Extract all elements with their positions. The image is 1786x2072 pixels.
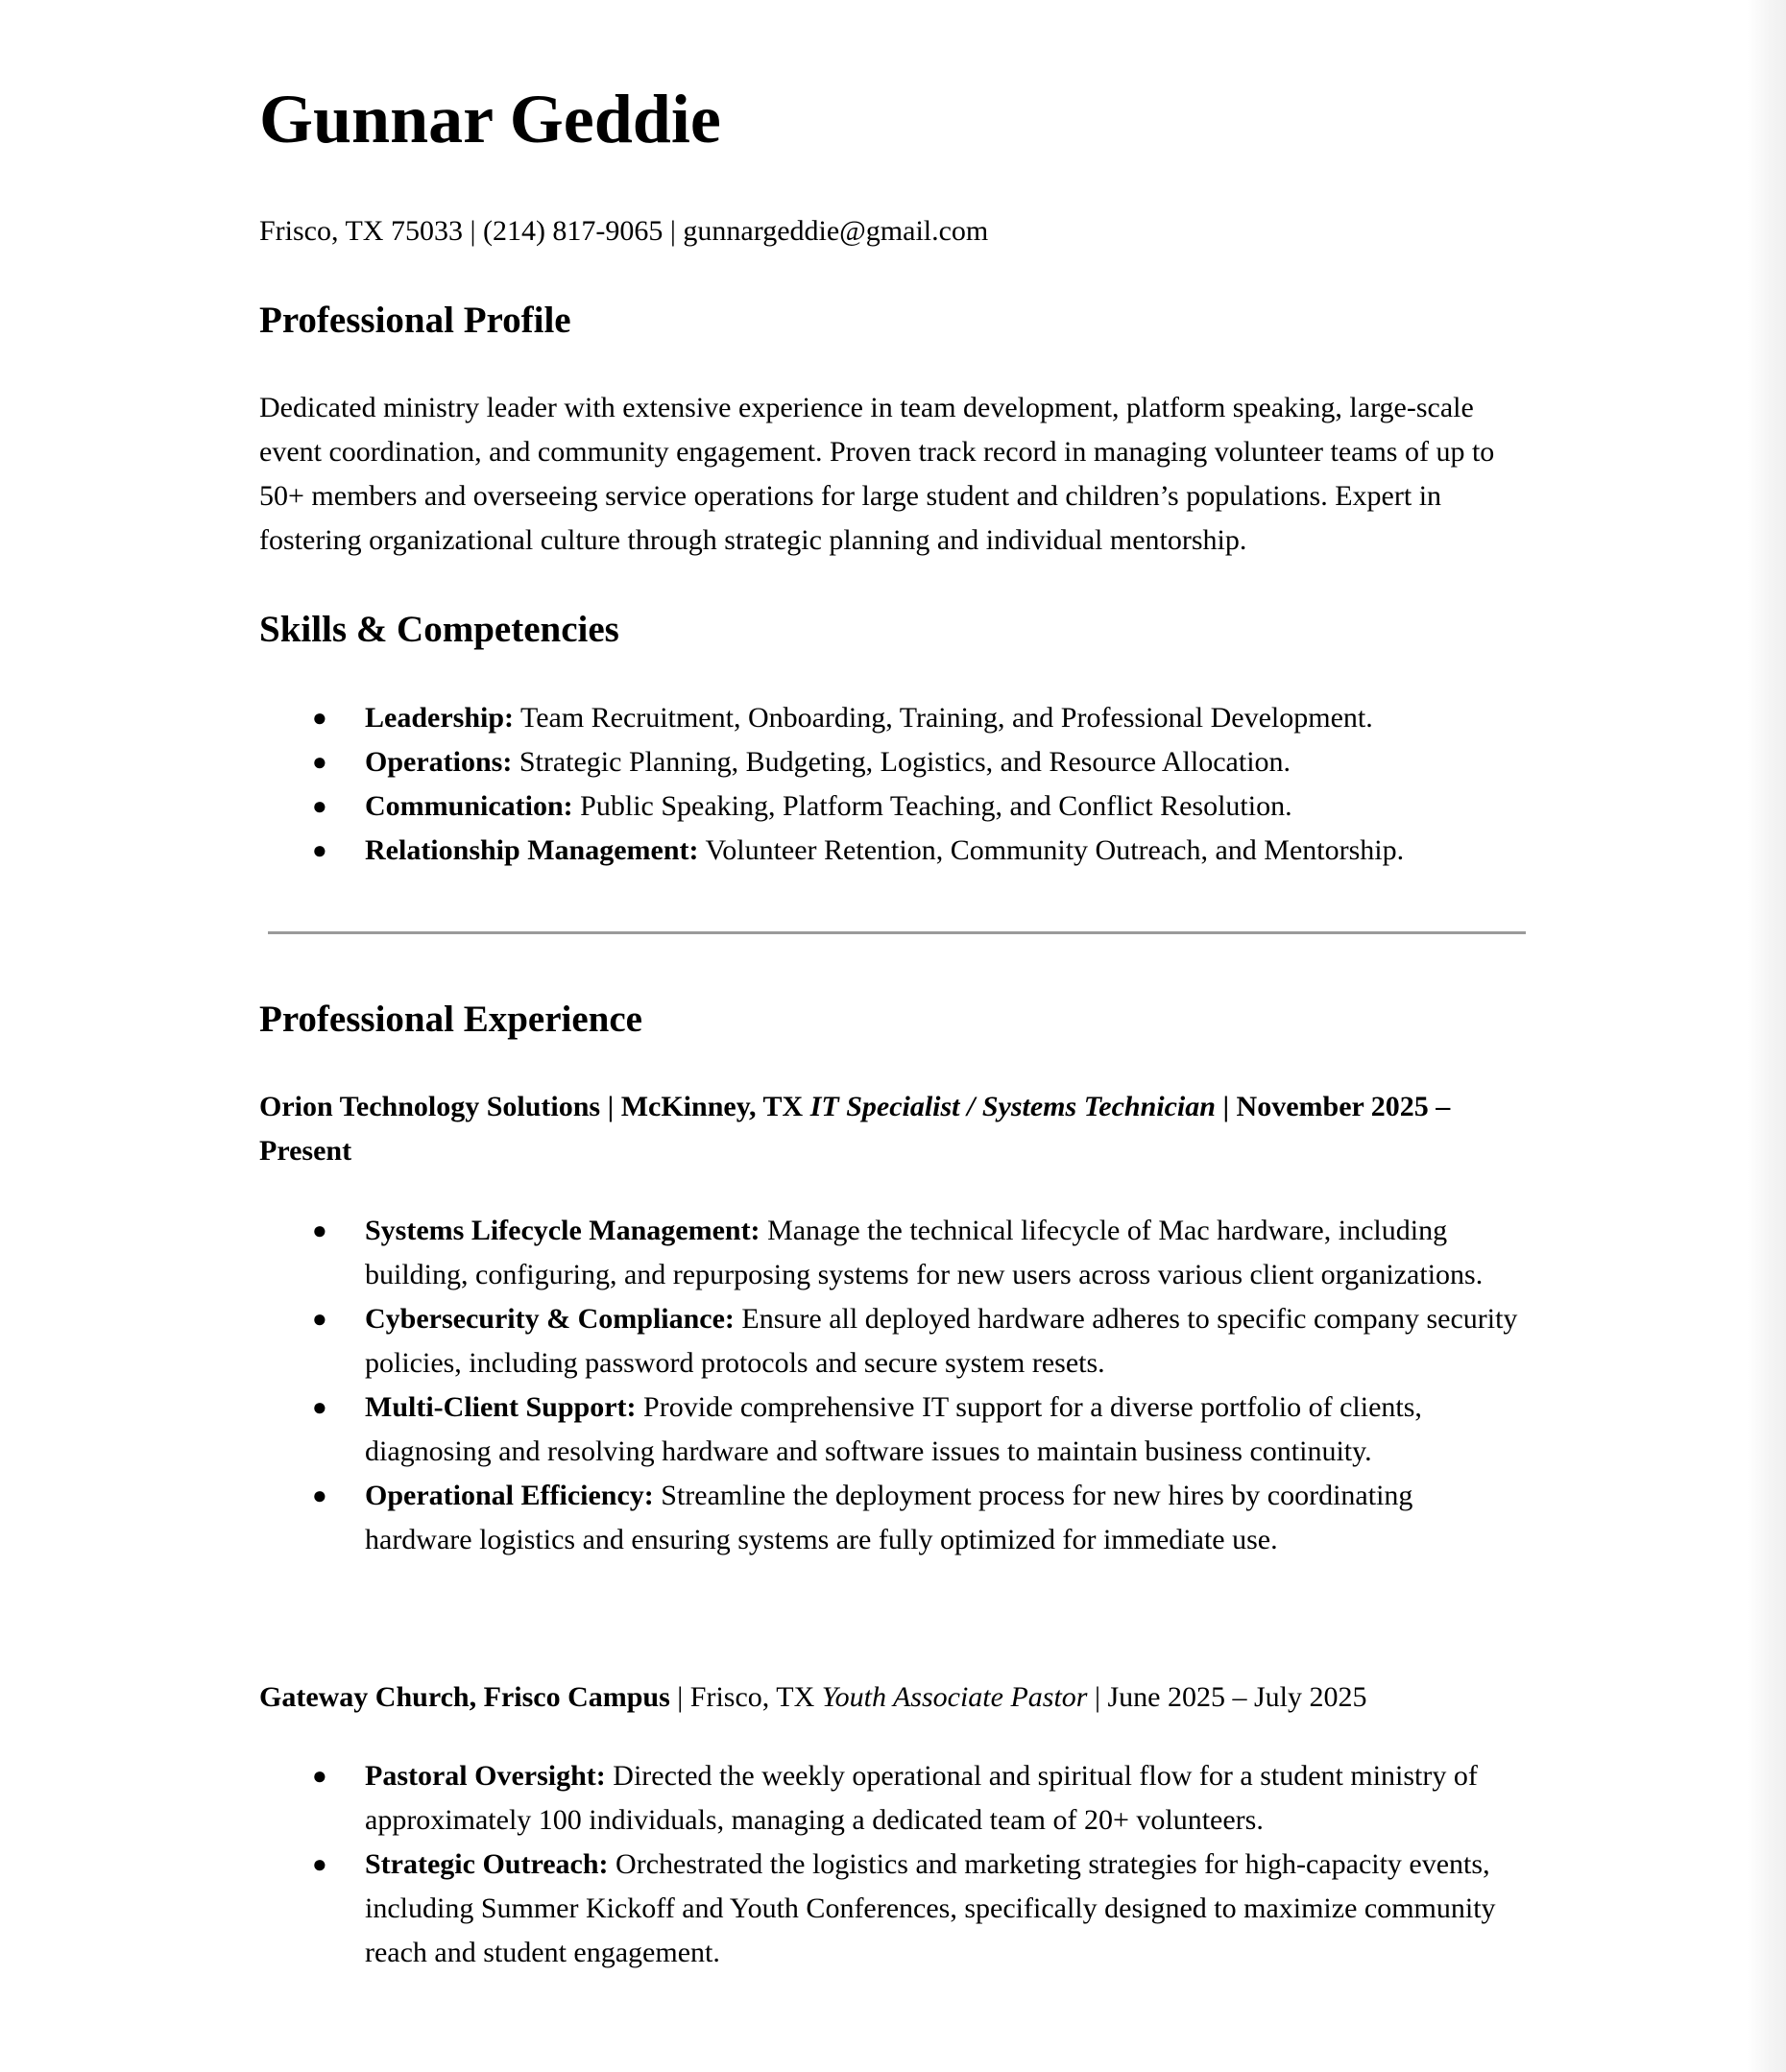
bullet-icon: ●	[312, 748, 327, 776]
job-bullet: ● Operational Efficiency: Streamline the deployment process for new hires by coordinating hardware logistics and ensuring systems are fully optimized for immediate use.	[259, 1474, 1527, 1562]
skills-list	[259, 696, 1527, 873]
skill-item: ● Communication: Public Speaking, Platform Teaching, and Conflict Resolution.	[259, 784, 1527, 829]
bullet-icon: ●	[312, 1217, 327, 1244]
job-bullet: ● Cybersecurity & Compliance: Ensure all deployed hardware adheres to specific company security policies, including password protocols and secure system resets.	[259, 1297, 1527, 1385]
bullet-icon: ●	[312, 704, 327, 732]
profile-summary: Dedicated ministry leader with extensive experience in team development, platform speaking, large-scale event coordination, and community engagement. Proven track record in managing volunteer teams of up to 50+ members and overseeing service operations for large student and children’s populations. Expert in fostering organizational culture through strategic planning and individual mentorship.	[259, 392, 1495, 556]
skills-heading: Skills & Competencies	[259, 609, 619, 650]
bullet-icon: ●	[312, 1305, 327, 1333]
bullet-icon: ●	[312, 792, 327, 820]
job-header-gateway: Gateway Church, Frisco Campus | Frisco, TX Youth Associate Pastor | June 2025 – July 2025	[259, 1681, 1367, 1713]
skill-item: ● Operations: Strategic Planning, Budgeting, Logistics, and Resource Allocation.	[259, 740, 1527, 784]
job-bullet: ● Systems Lifecycle Management: Manage the technical lifecycle of Mac hardware, including building, configuring, and repurposing systems for new users across various client organizations.	[259, 1209, 1527, 1297]
skill-item: ● Leadership: Team Recruitment, Onboarding, Training, and Professional Development.	[259, 696, 1527, 740]
profile-heading: Professional Profile	[259, 300, 571, 341]
bullet-icon: ●	[312, 1393, 327, 1421]
job-bullets-gateway	[259, 1754, 1527, 1975]
bullet-icon: ●	[312, 1850, 327, 1878]
candidate-name: Gunnar Geddie	[259, 81, 721, 157]
job-bullets-orion	[259, 1209, 1527, 1562]
contact-line: Frisco, TX 75033 | (214) 817-9065 | gunnargeddie@gmail.com	[259, 215, 989, 247]
bullet-icon: ●	[312, 1762, 327, 1790]
bullet-icon: ●	[312, 836, 327, 864]
job-bullet: ● Pastoral Oversight: Directed the weekly operational and spiritual flow for a student ministry of approximately 100 individuals, managing a dedicated team of 20+ volunteers.	[259, 1754, 1527, 1843]
page-edge-shadow	[1748, 0, 1786, 2072]
skill-item: ● Relationship Management: Volunteer Retention, Community Outreach, and Mentorship.	[259, 829, 1527, 873]
job-bullet: ● Strategic Outreach: Orchestrated the logistics and marketing strategies for high-capacity events, including Summer Kickoff and Youth Conferences, specifically designed to maximize community reach and student engagement.	[259, 1843, 1527, 1975]
job-bullet: ● Multi-Client Support: Provide comprehensive IT support for a diverse portfolio of clients, diagnosing and resolving hardware and software issues to maintain business continuity.	[259, 1385, 1527, 1474]
job-header-orion: Orion Technology Solutions | McKinney, TX IT Specialist / Systems Technician | November 2025 – Present	[259, 1091, 1451, 1167]
section-divider	[268, 931, 1526, 934]
bullet-icon: ●	[312, 1482, 327, 1509]
experience-heading: Professional Experience	[259, 999, 642, 1040]
